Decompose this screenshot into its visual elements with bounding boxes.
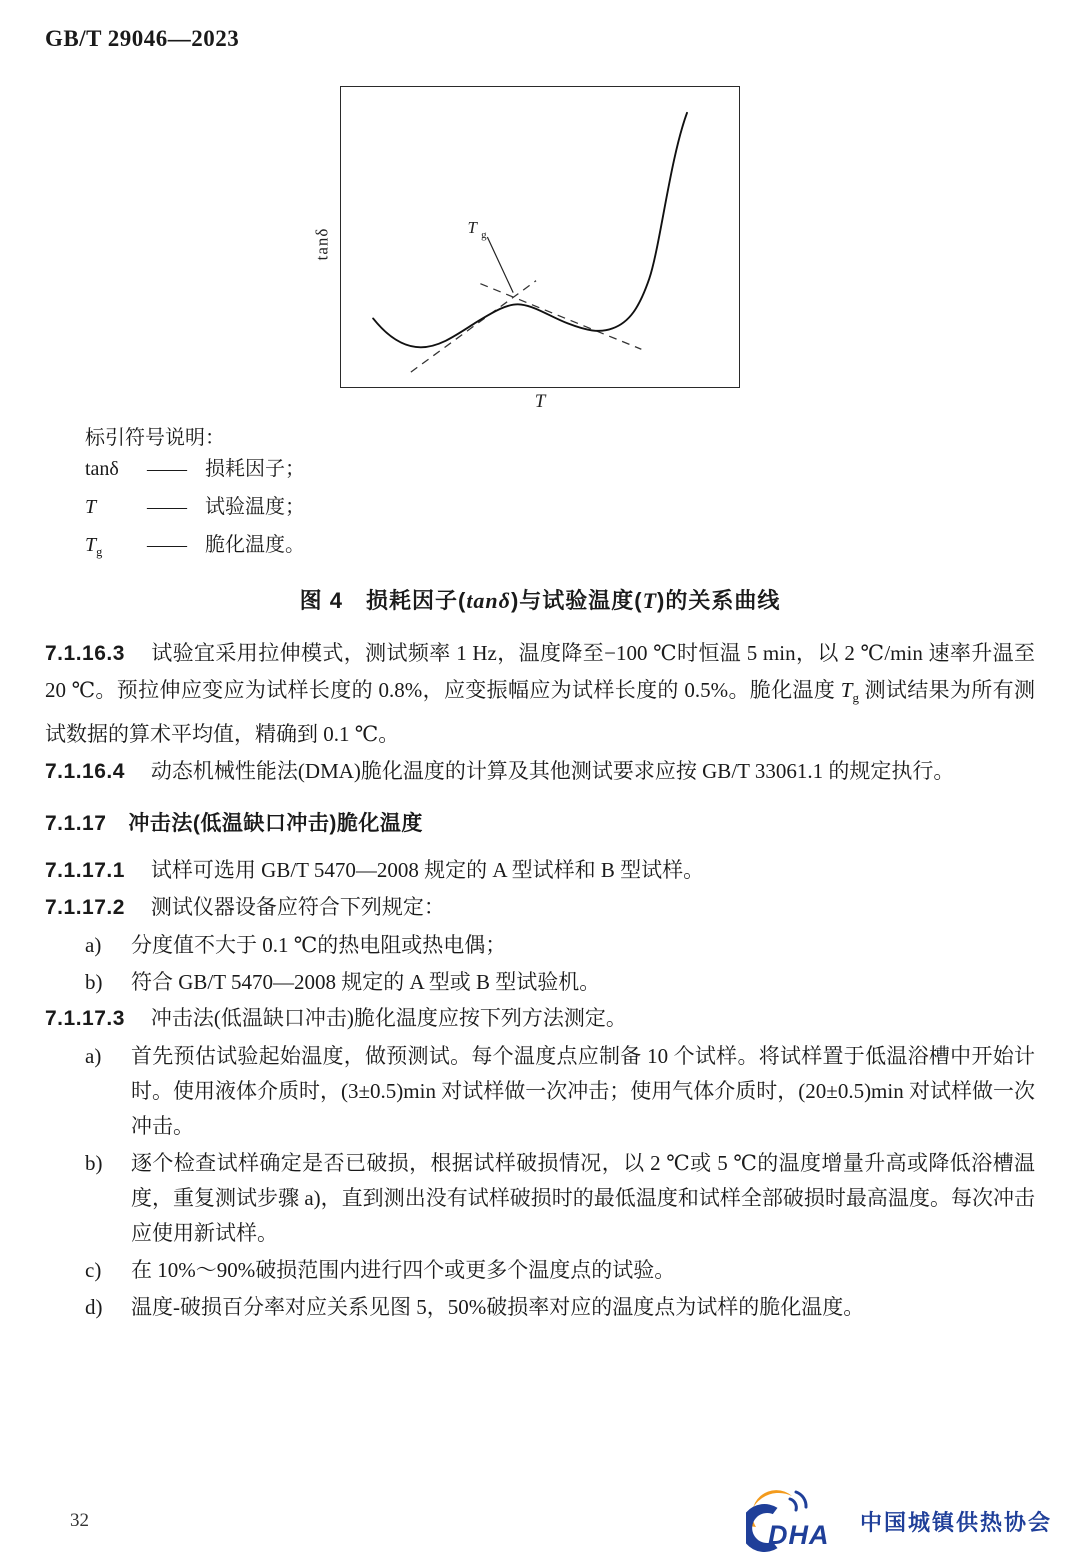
clause-7-1-17-1: 7.1.17.1 试样可选用 GB/T 5470—2008 规定的 A 型试样和 B 型试样。 bbox=[45, 858, 705, 883]
legend-symbol: $T_g$ bbox=[85, 534, 103, 559]
tan-delta-curve bbox=[373, 113, 687, 347]
legend-item bbox=[85, 492, 1080, 530]
list-text: 在 10%～90%破损范围内进行四个或更多个温度点的试验。 bbox=[131, 1258, 676, 1283]
legend-description: 脆化温度。 bbox=[205, 534, 305, 556]
clause-number: 7.1.17.1 bbox=[45, 859, 125, 883]
list-marker: a) bbox=[85, 1044, 102, 1069]
list-7-1-17-3 bbox=[85, 1039, 1035, 1325]
body-content bbox=[45, 635, 1035, 1325]
tg-pointer-line bbox=[487, 237, 513, 293]
list-item bbox=[85, 1146, 1035, 1251]
legend-description: 损耗因子； bbox=[205, 458, 305, 480]
legend-item bbox=[85, 530, 1080, 568]
x-axis-label: T bbox=[534, 391, 546, 412]
list-text: 符合 GB/T 5470—2008 规定的 A 型或 B 型试验机。 bbox=[131, 970, 601, 995]
heading-7-1-17: 7.1.17 冲击法(低温缺口冲击)脆化温度 bbox=[45, 812, 423, 836]
list-item bbox=[85, 965, 1035, 1000]
tangent-line-right bbox=[480, 284, 641, 350]
organization-name: 中国城镇供热协会 bbox=[859, 1509, 1052, 1535]
standard-number-header: GB/T 29046—2023 bbox=[45, 26, 240, 51]
list-item bbox=[85, 928, 1035, 963]
legend-symbol: T bbox=[85, 496, 97, 518]
list-marker: b) bbox=[85, 1151, 103, 1176]
clause-number: 7.1.17.2 bbox=[45, 896, 125, 920]
cdha-logo-icon bbox=[746, 1490, 850, 1552]
list-7-1-17-2 bbox=[85, 928, 1035, 1000]
legend-dash: —— bbox=[147, 458, 187, 480]
list-marker: d) bbox=[85, 1295, 103, 1320]
list-item bbox=[85, 1290, 1035, 1325]
clause-7-1-17-3: 7.1.17.3 冲击法(低温缺口冲击)脆化温度应按下列方法测定。 bbox=[45, 1006, 627, 1031]
legend-dash: —— bbox=[147, 496, 187, 518]
figure-caption: 图 4 损耗因子(tanδ)与试验温度(T)的关系曲线 bbox=[299, 588, 781, 613]
clause-number: 7.1.16.3 bbox=[45, 642, 125, 665]
tan-delta-temperature-chart bbox=[341, 87, 739, 387]
tg-annotation-label: T $_g$ bbox=[467, 218, 487, 241]
list-text: 分度值不大于 0.1 ℃的热电阻或热电偶； bbox=[131, 933, 507, 958]
clause-number: 7.1.16.4 bbox=[45, 760, 125, 784]
list-text: 首先预估试验起始温度，做预测试。每个温度点应制备 10 个试样。将试样置于低温浴槽中开始计时。使用液体介质时，(3±0.5)min 对试样做一次冲击；使用气体介质时，(20±0.5)min 对试样做一次冲击。 bbox=[131, 1044, 1035, 1139]
list-text: 逐个检查试样确定是否已破损，根据试样破损情况，以 2 ℃或 5 ℃的温度增量升高或降低浴槽温度，重复测试步骤 a)，直到测出没有试样破损时的最低温度和试样全部破损时最高温度。每次冲击应使用新试样。 bbox=[131, 1151, 1035, 1246]
list-marker: a) bbox=[85, 933, 102, 958]
logo-wave-arc-large bbox=[796, 1492, 806, 1507]
legend-item bbox=[85, 454, 1080, 492]
page-number: 32 bbox=[70, 1510, 89, 1531]
list-marker: b) bbox=[85, 970, 103, 995]
logo-acronym: DHA bbox=[767, 1520, 830, 1550]
page-footer bbox=[0, 1490, 1080, 1552]
list-text: 温度-破损百分率对应关系见图 5，50%破损率对应的温度点为试样的脆化温度。 bbox=[131, 1295, 865, 1320]
list-item bbox=[85, 1253, 1035, 1288]
legend-symbol: tanδ bbox=[85, 458, 119, 480]
legend-dash: —— bbox=[147, 534, 187, 556]
clause-number: 7.1.17.3 bbox=[45, 1007, 125, 1031]
plot-area bbox=[340, 86, 740, 388]
legend-description: 试验温度； bbox=[205, 496, 305, 518]
list-marker: c) bbox=[85, 1258, 102, 1283]
clause-number: 7.1.17 bbox=[45, 812, 107, 836]
tangent-line-left bbox=[411, 281, 536, 372]
figure-legend bbox=[85, 423, 1080, 568]
logo-wave-arc-small bbox=[790, 1499, 796, 1510]
clause-7-1-17-2: 7.1.17.2 测试仪器设备应符合下列规定： bbox=[45, 895, 445, 920]
clause-7-1-16-4: 7.1.16.4 动态机械性能法(DMA)脆化温度的计算及其他测试要求应按 GB/T 33061.1 的规定执行。 bbox=[45, 759, 955, 784]
y-axis-label: tanδ bbox=[312, 227, 332, 261]
clause-7-1-16-3: 7.1.16.3 试验宜采用拉伸模式，测试频率 1 Hz，温度降至−100 ℃时恒温 5 min，以 2 ℃/min 速率升温至 20 ℃。预拉伸应变应为试样长度的 0.8%，应变振幅应为试样长度的 0.5%。脆化温度 $T_g$ 测试结果为所有测试数据的算术平均值，精确到 0.1 ℃。 bbox=[45, 641, 1036, 747]
legend-title: 标引符号说明： bbox=[85, 427, 225, 449]
figure-4 bbox=[312, 86, 740, 413]
cdha-logo bbox=[746, 1490, 1052, 1552]
list-item bbox=[85, 1039, 1035, 1144]
